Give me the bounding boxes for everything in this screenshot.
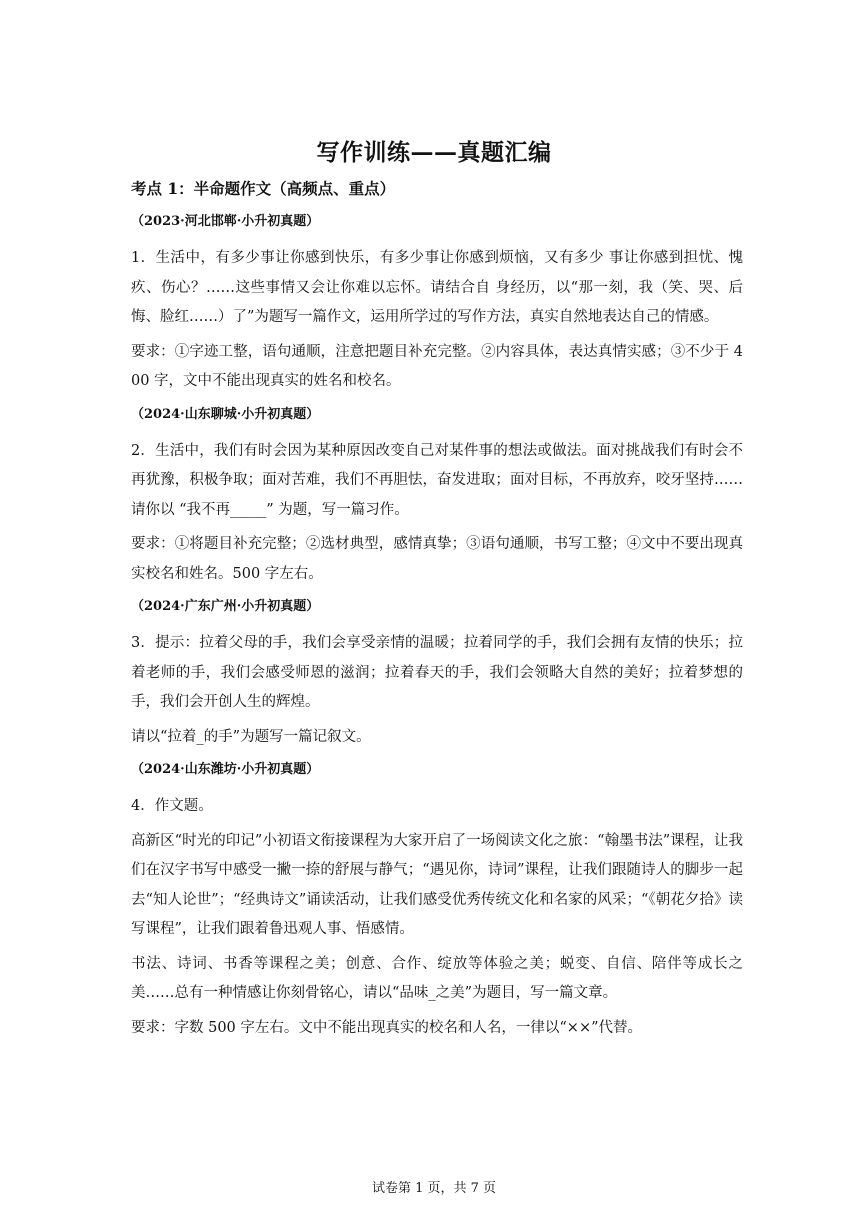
question-source: （2024·广东广州·小升初真题） <box>131 599 320 614</box>
page-footer: 试卷第 1 页，共 7 页 <box>371 1181 497 1196</box>
question-prompt: 1．生活中，有多少事让你感到快乐，有多少事让你感到烦恼，又有多少 事让你感到担忧、愧疚、伤心？……这些事情又会让你难以忘怀。请结合自 身经历，以“那一刻，我（笑、哭、后悔、脸红……）了”为题写一篇作文，运用所学过的写作方法，真实自然地表达自己的情感。 <box>131 250 743 325</box>
question-requirement: 要求：①字迹工整，语句通顺，注意把题目补充完整。②内容具体，表达真情实感；③不少于 400 字，文中不能出现真实的姓名和校名。 <box>131 343 743 389</box>
question-1 <box>131 212 743 397</box>
question-source: （2024·山东潍坊·小升初真题） <box>131 762 320 777</box>
question-source: （2024·山东聊城·小升初真题） <box>131 406 320 422</box>
question-prompt: 书法、诗词、书香等课程之美；创意、合作、绽放等体验之美；蜕变、自信、陪伴等成长之美……总有一种情感让你刻骨铭心，请以“品味_之美”为题目，写一篇文章。 <box>131 955 743 1001</box>
question-prompt: 3．提示：拉着父母的手，我们会享受亲情的温暖；拉着同学的手，我们会拥有友情的快乐；拉着老师的手，我们会感受师恩的滋润；拉着春天的手，我们会领略大自然的美好；拉着梦想的手，我们会开创人生的辉煌。 <box>131 635 743 710</box>
question-source: （2023·河北邯郸·小升初真题） <box>131 214 320 229</box>
question-requirement: 要求：①将题目补充完整；②选材典型，感情真挚；③语句通顺，书写工整；④文中不要出现真实校名和姓名。500 字左右。 <box>131 536 743 582</box>
question-4 <box>131 760 743 1043</box>
question-requirement: 要求：字数 500 字左右。文中不能出现真实的校名和人名，一律以“××”代替。 <box>131 1019 643 1036</box>
question-3 <box>131 597 743 752</box>
question-prompt: 2．生活中，我们有时会因为某种原因改变自己对某件事的想法或做法。面对挑战我们有时会不再犹豫，积极争取；面对苦难，我们不再胆怯，奋发进取；面对目标，不再放弃，咬牙坚持……请你以 “我不再_____” 为题，写一篇习作。 <box>131 442 743 518</box>
question-2 <box>131 405 743 590</box>
section-heading: 考点 1：半命题作文（高频点、重点） <box>131 179 396 198</box>
page-title: 写作训练——真题汇编 <box>316 139 552 166</box>
question-requirement: 请以“拉着_的手”为题写一篇记叙文。 <box>131 728 371 745</box>
question-label: 4．作文题。 <box>131 798 213 814</box>
question-material: 高新区“时光的印记”小初语文衔接课程为大家开启了一场阅读文化之旅：“翰墨书法”课程，让我们在汉字书写中感受一撇一捺的舒展与静气；“遇见你，诗词”课程，让我们跟随诗人的脚步一起去“知人论世”；“经典诗文”诵读活动，让我们感受优秀传统文化和名家的风采；“《朝花夕拾》读写课程”，让我们跟着鲁迅观人事、悟感情。 <box>131 832 743 937</box>
content-body <box>131 178 743 1048</box>
